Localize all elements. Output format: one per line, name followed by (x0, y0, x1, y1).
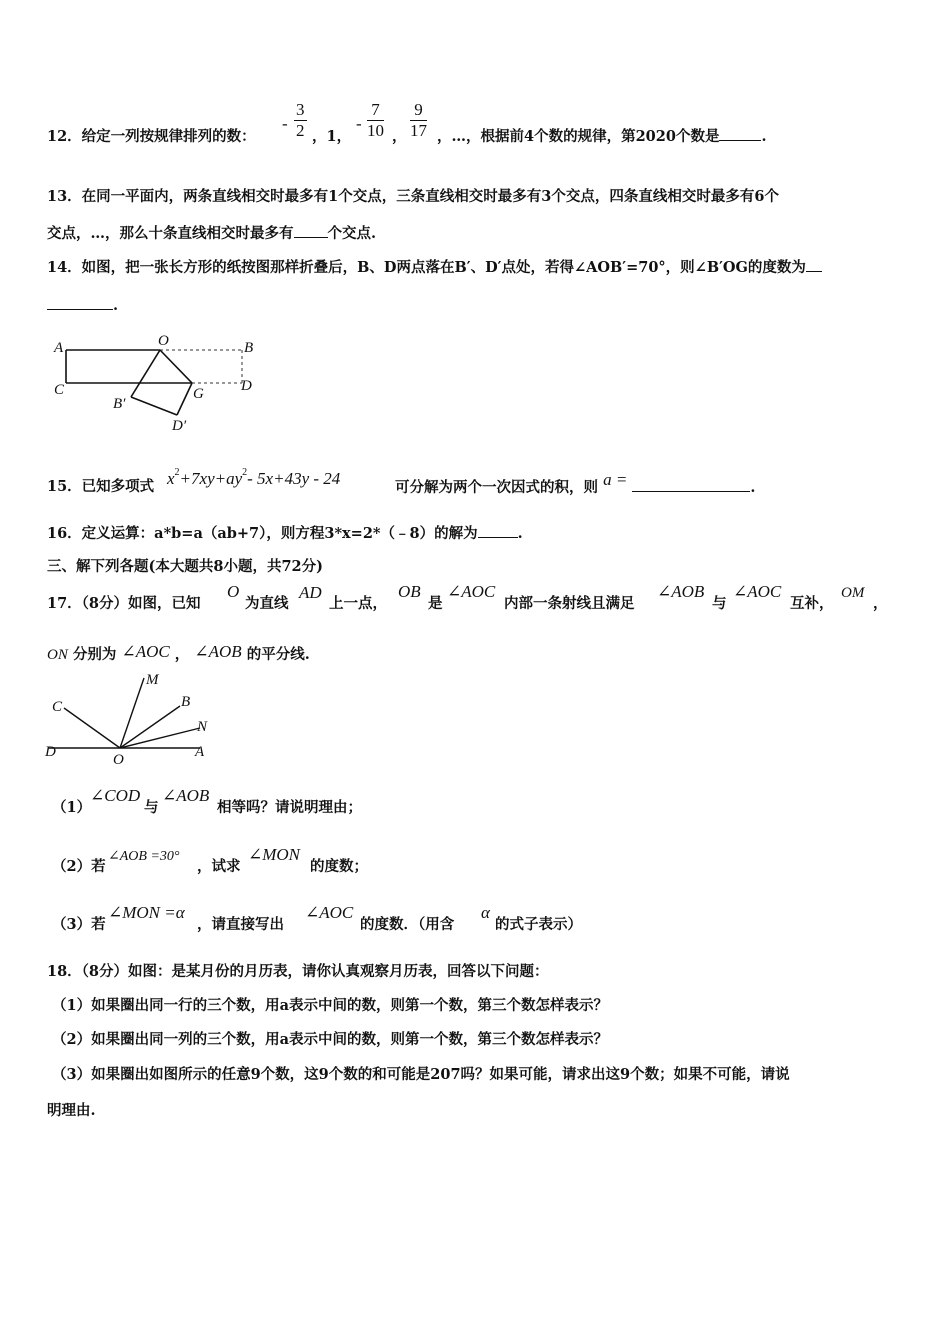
q17-s3-end: 的式子表示） (495, 916, 582, 933)
q14-label-G: G (193, 386, 204, 402)
q17-fig-label-D: D (45, 744, 56, 760)
q17-p10: ， (174, 646, 190, 663)
q13-line2-text: 交点，…，那么十条直线相交时最多有 (47, 225, 294, 242)
q17-p3: 上一点， (329, 595, 387, 612)
q17-sub-3 (52, 903, 652, 945)
q12-tail-text: ，…，根据前4个数的规律，第2020个数是 (437, 128, 720, 145)
q15-answer-blank (632, 491, 750, 492)
question-17-line2 (47, 644, 310, 665)
q17-fig-label-A: A (195, 744, 205, 760)
q14-label-B-prime: B′ (113, 396, 126, 412)
q17-s3-alpha: α (481, 903, 490, 922)
q17-AOB-2: ∠AOB (194, 642, 242, 661)
q15-poly-x: x (167, 469, 175, 488)
q17-s1-with: 与 (144, 799, 159, 816)
q14-folding-figure (48, 330, 268, 435)
q17-fig-label-C: C (52, 699, 63, 715)
q17-AOB: ∠AOB (657, 582, 705, 601)
q16-end: . (517, 525, 523, 542)
q14-label-D-prime: D′ (172, 418, 187, 434)
q17-p1: 17．（8分）如图，已知 (47, 595, 201, 612)
q17-AD: AD (299, 583, 322, 602)
q17-fig-label-M: M (146, 672, 159, 688)
q14-label-O: O (158, 333, 169, 349)
q14-edge-B1D1 (131, 397, 177, 415)
question-18-sub-1: （1）如果圈出同一行的三个数，用a表示中间的数，则第一个数，第三个数怎样表示？ (52, 997, 608, 1014)
q16-answer-blank (478, 537, 518, 538)
question-13-line1: 13．在同一平面内，两条直线相交时最多有1个交点，三条直线相交时最多有3个交点，四条直线相交时最多有6个 (47, 188, 779, 205)
question-18-intro: 18．（8分）如图：是某月份的月历表，请你认真观察月历表，回答以下问题： (47, 963, 549, 980)
q17-AOC-3: ∠AOC (121, 642, 170, 661)
q15-end: . (750, 479, 756, 496)
q17-p6: 与 (712, 595, 727, 612)
q14-edge-D1G (177, 383, 192, 415)
question-14-line1 (47, 258, 822, 278)
q15-var-a: a = (603, 470, 628, 489)
q12-fraction-4 (410, 100, 427, 141)
q15-pre: 15．已知多项式 (47, 478, 155, 495)
q17-p11: 的平分线. (246, 646, 310, 663)
question-18-sub-2: （2）如果圈出同一列的三个数，用a表示中间的数，则第一个数，第三个数怎样表示？ (52, 1031, 608, 1048)
q17-s3-AOC: ∠AOC (305, 903, 354, 922)
q14-answer-blank-2 (47, 309, 113, 310)
q17-OB: OB (398, 582, 421, 601)
q17-s1-AOB: ∠AOB (162, 786, 210, 805)
q17-AOC-2: ∠AOC (733, 582, 782, 601)
q17-ray-ON (120, 728, 200, 748)
q12-f4-denominator: 17 (410, 121, 427, 140)
q15-sup-2: 2 (242, 467, 248, 478)
q16-text: 16．定义运算：a*b=a（ab+7），则方程3*x=2*（﹣8）的解为 (47, 525, 478, 542)
q12-stem: 12．给定一列按规律排列的数： (47, 128, 256, 145)
q15-poly-end: - 5x+43y - 24 (247, 469, 341, 488)
q14-text: 14．如图，把一张长方形的纸按图那样折叠后，B、D两点落在B′、D′点处，若得∠AOB′=70°，则∠B′OG的度数为 (47, 259, 806, 276)
q14-label-B: B (244, 340, 254, 356)
q12-f3-denominator: 10 (367, 121, 384, 140)
q17-ray-OC (64, 708, 120, 748)
q17-s3-eq: ∠MON =α (108, 903, 185, 922)
q17-p4: 是 (428, 595, 443, 612)
q17-s1-COD: ∠COD (90, 786, 141, 805)
q12-fraction-3 (367, 100, 384, 141)
q17-s1-text: 相等吗？请说明理由； (217, 799, 362, 816)
q17-ON: ON (47, 647, 68, 663)
q12-f3-numerator: 7 (367, 100, 384, 121)
question-17-line1 (47, 582, 927, 634)
q17-fig-label-O: O (113, 752, 124, 768)
question-18-sub-3: （3）如果圈出如图所示的任意9个数，这9个数的和可能是207吗？如果可能，请求出这9个数；如果不可能，请说 (52, 1066, 790, 1083)
q12-minus-1: - (282, 114, 288, 133)
q15-sup-1: 2 (174, 467, 180, 478)
q14-label-A: A (54, 340, 64, 356)
q17-s3-label: （3）若 (52, 916, 106, 933)
question-14-line2 (47, 296, 118, 316)
q14-fold-line-OG (160, 350, 192, 383)
q17-s2-mid: ，试求 (197, 858, 241, 875)
q14-edge-OB1 (131, 350, 160, 397)
q12-end: . (761, 128, 767, 145)
q17-p2: 为直线 (245, 595, 289, 612)
q12-sep: ，1， (312, 128, 352, 145)
q12-minus-2: - (356, 114, 362, 133)
q17-s2-label: （2）若 (52, 858, 106, 875)
question-18-sub-3-cont: 明理由. (47, 1102, 96, 1119)
q14-answer-blank-1 (806, 271, 822, 272)
q17-p5: 内部一条射线且满足 (504, 595, 635, 612)
q12-comma: ， (392, 128, 407, 145)
question-13-line2 (47, 224, 376, 244)
q14-label-C: C (54, 382, 65, 398)
q17-p7: 互补， (790, 595, 834, 612)
q12-answer-blank (719, 140, 761, 141)
q17-s2-text: 的度数； (310, 858, 368, 875)
q15-tail (395, 470, 756, 498)
q17-s1-label: （1） (52, 799, 92, 816)
q12-f1-denominator: 2 (296, 121, 305, 140)
q12-tail (437, 127, 767, 147)
q13-line2-end: 个交点. (327, 225, 377, 242)
q17-p9: 分别为 (72, 646, 117, 663)
q17-AOC: ∠AOC (447, 582, 496, 601)
q17-s2-eq: ∠AOB =30° (108, 849, 180, 864)
q15-mid: 可分解为两个一次因式的积，则 (395, 479, 598, 496)
q17-fig-label-B: B (181, 694, 191, 710)
q17-ray-OB (120, 706, 180, 748)
q12-fraction-1 (294, 100, 307, 141)
q17-p8: ， (873, 595, 888, 612)
q17-s3-mid: ，请直接写出 (197, 916, 284, 933)
q14-end: . (113, 297, 119, 314)
q13-answer-blank (294, 237, 328, 238)
section-3-heading: 三、解下列各题(本大题共8小题，共72分) (47, 558, 323, 575)
q17-s3-text: 的度数．（用含 (360, 916, 455, 933)
q17-s2-MON: ∠MON (248, 845, 301, 864)
q12-f4-numerator: 9 (410, 100, 427, 121)
question-15 (47, 467, 756, 497)
q17-ray-OM (120, 678, 144, 748)
q12-f1-numerator: 3 (296, 100, 305, 119)
q17-sub-2 (52, 845, 452, 887)
q17-sub-1 (52, 786, 452, 828)
q15-polynomial (167, 463, 340, 489)
q15-poly-mid: +7xy+ay (179, 469, 243, 488)
q14-label-D: D (241, 378, 252, 394)
question-16 (47, 524, 523, 544)
q17-O: O (227, 582, 240, 601)
q17-fig-label-N: N (197, 719, 208, 735)
q17-OM: OM (841, 585, 865, 601)
q17-angle-figure (40, 668, 240, 773)
